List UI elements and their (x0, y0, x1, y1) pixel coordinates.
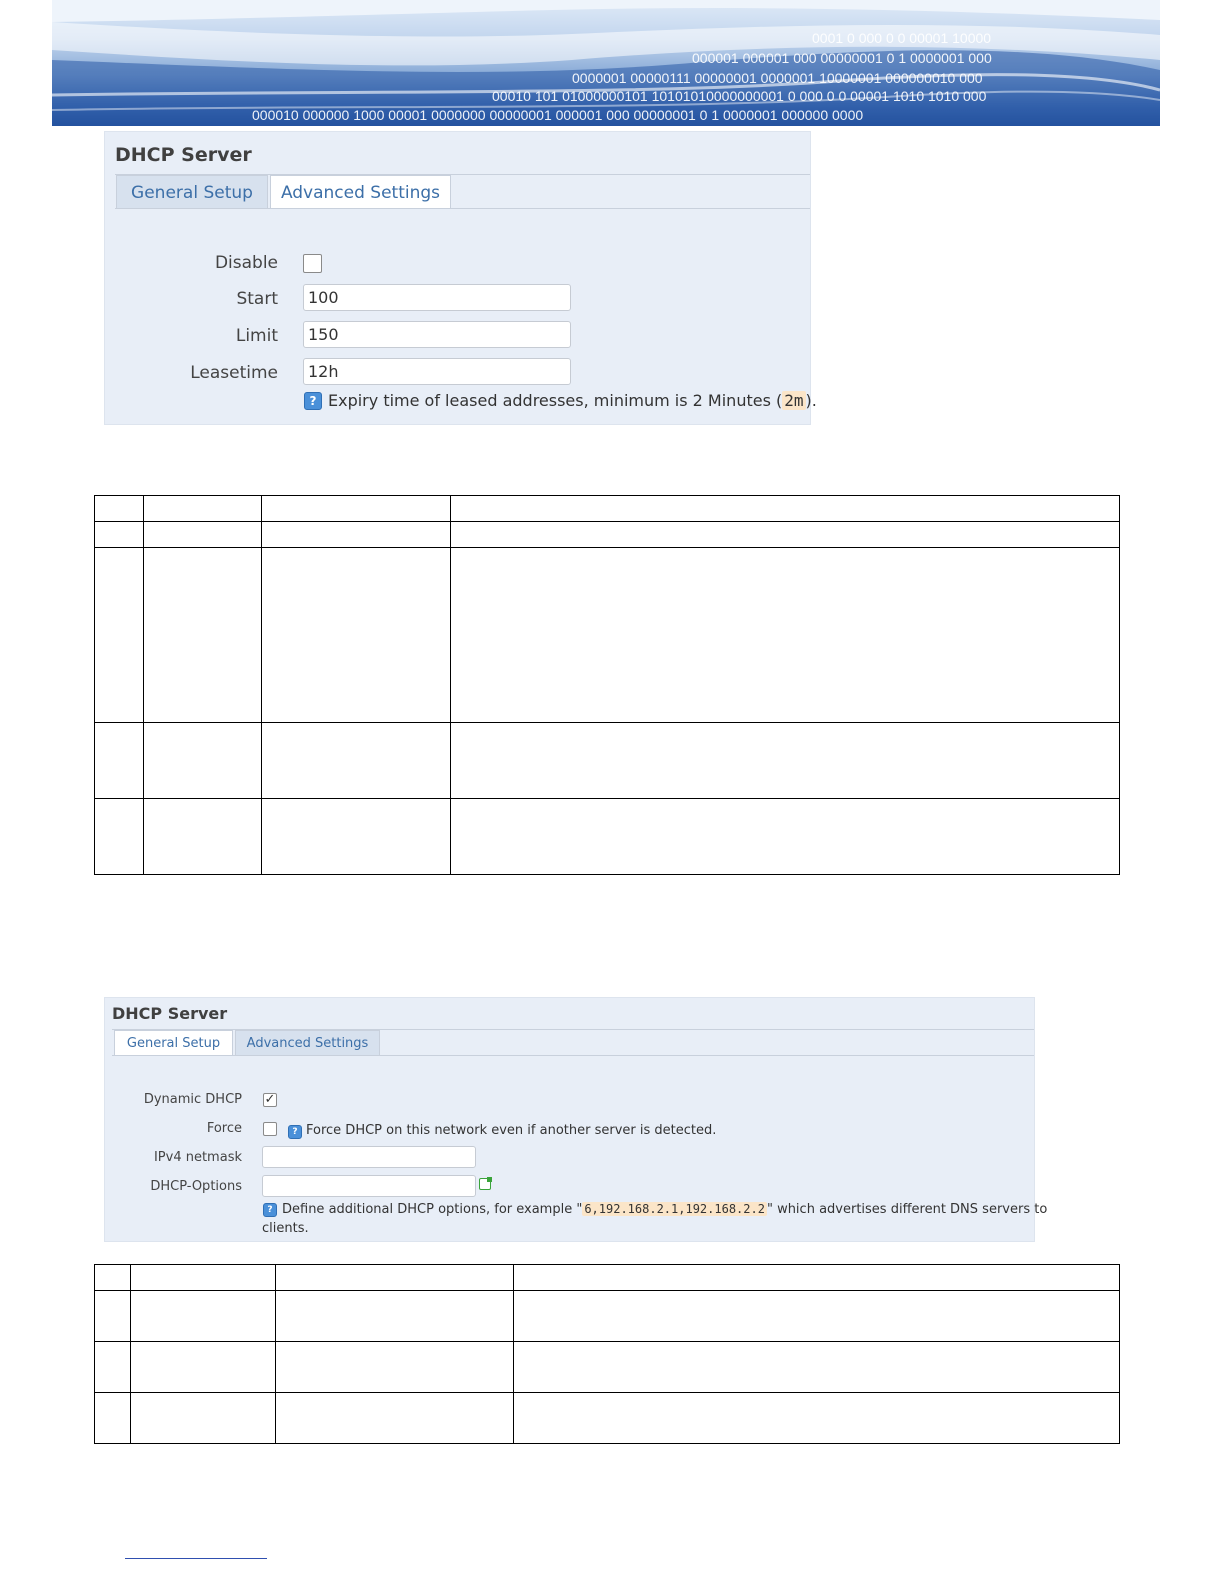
dynamic-dhcp-checkbox[interactable]: ✓ (264, 1091, 276, 1106)
help-code-sample: 2m (784, 391, 804, 410)
leasetime-label: Leasetime (190, 363, 278, 383)
help-text-part: " which advertises different DNS servers to (766, 1202, 1048, 1217)
leasetime-help-text (328, 391, 817, 410)
table-row (95, 1265, 1120, 1291)
help-code-sample: 6,192.168.2.1,192.168.2.2 (584, 1202, 765, 1216)
limit-input[interactable]: 150 (303, 321, 571, 348)
dhcp-options-label: DHCP-Options (150, 1179, 242, 1194)
help-icon: ? (304, 392, 322, 410)
ipv4-netmask-input[interactable] (262, 1146, 476, 1168)
help-text-part: Expiry time of leased addresses, minimum is 2 Minutes ( (328, 391, 783, 410)
panel-title: DHCP Server (112, 1004, 228, 1023)
help-text-part: ). (805, 391, 817, 410)
help-text-part: Define additional DHCP options, for example " (282, 1202, 583, 1217)
general-setup-parameters-table (94, 495, 1120, 875)
ipv4-netmask-label: IPv4 netmask (153, 1150, 242, 1165)
disable-label: Disable (214, 253, 278, 273)
tab-advanced-settings[interactable]: Advanced Settings (270, 175, 451, 209)
table-row (95, 1291, 1120, 1342)
start-label: Start (236, 289, 278, 309)
tab-divider-bottom (112, 1055, 1034, 1056)
header-banner (52, 0, 1160, 126)
start-input[interactable]: 100 (303, 284, 571, 311)
banner-binary-line: 0001 0 000 0 0 00001 10000 (812, 30, 992, 46)
tab-advanced-settings[interactable]: Advanced Settings (235, 1030, 380, 1056)
banner-binary-line: 000001 000001 000 00000001 0 1 0000001 000 (692, 50, 992, 66)
dhcp-options-input[interactable] (262, 1175, 476, 1197)
banner-binary-line: 000010 000000 1000 00001 0000000 00000001 000001 000 00000001 0 1 0000001 000000 0000 (252, 107, 864, 123)
force-label: Force (206, 1121, 242, 1136)
table-row (95, 723, 1120, 799)
table-row (95, 1342, 1120, 1393)
banner-binary-line: 0000001 00000111 00000001 0000001 10000001 000000010 000 (572, 70, 983, 86)
dhcp-options-help-text (282, 1202, 1047, 1217)
panel-title: DHCP Server (115, 144, 252, 166)
table-row (95, 522, 1120, 548)
tab-general-setup[interactable]: General Setup (114, 1030, 233, 1056)
table-row (95, 799, 1120, 875)
table-row (95, 496, 1120, 522)
dhcp-server-panel-general (104, 131, 817, 425)
table-row (95, 1393, 1120, 1444)
force-help-text: Force DHCP on this network even if another server is detected. (306, 1123, 717, 1138)
banner-binary-line: 00010 101 01000000101 10101010000000001 0 000 0 0 00001 1010 1010 000 (492, 88, 987, 104)
tab-divider-bottom (115, 208, 810, 209)
limit-label: Limit (235, 326, 278, 346)
table-row (95, 548, 1120, 723)
force-checkbox[interactable] (263, 1122, 277, 1136)
add-option-icon[interactable] (479, 1178, 491, 1190)
dhcp-server-panel-advanced (104, 997, 1048, 1242)
help-icon: ? (288, 1125, 302, 1139)
dhcp-options-help-text-line2: clients. (262, 1221, 309, 1236)
tab-general-setup[interactable]: General Setup (116, 175, 268, 209)
disable-checkbox[interactable] (303, 254, 322, 273)
help-icon: ? (263, 1203, 277, 1217)
dynamic-dhcp-label: Dynamic DHCP (143, 1092, 242, 1107)
footer-link-underline (125, 1558, 267, 1559)
leasetime-input[interactable]: 12h (303, 358, 571, 385)
advanced-settings-parameters-table (94, 1264, 1120, 1444)
